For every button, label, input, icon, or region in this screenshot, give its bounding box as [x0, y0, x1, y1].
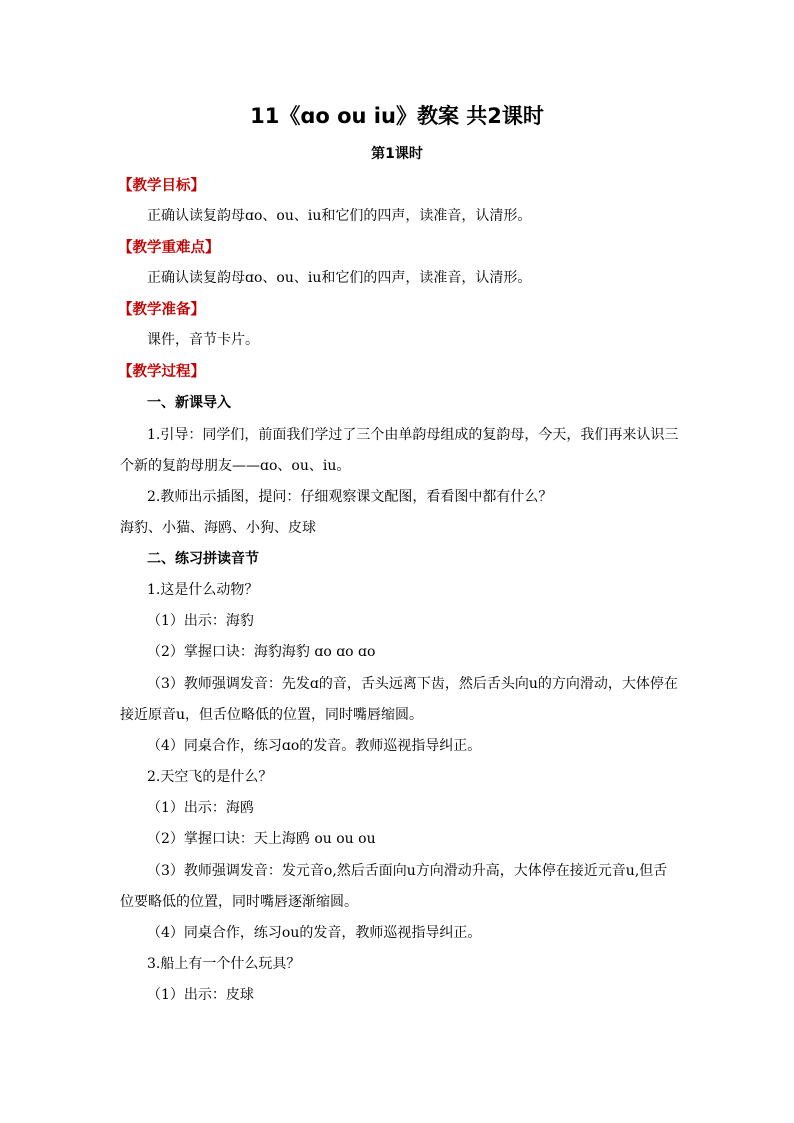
- process-heading: 【教学过程】: [118, 364, 205, 380]
- question-1: 1.这是什么动物？: [147, 582, 259, 598]
- key-points-heading: 【教学重难点】: [118, 240, 220, 256]
- lesson-subtitle: 第1课时: [371, 146, 423, 162]
- question-2-item-1: （1）出示：海鸥: [147, 800, 254, 816]
- part1-paragraph-2: 2.教师出示插图，提问：仔细观察课文配图，看看图中都有什么？: [147, 489, 553, 505]
- part1-paragraph-1: 1.引导：同学们，前面我们学过了三个由单韵母组成的复韵母，今天，我们再来认识三个新的复韵母朋友——ɑo、ou、iu。: [120, 427, 679, 474]
- question-1-item-3: （3）教师强调发音：先发ɑ的音，舌头远离下齿，然后舌头向u的方向滑动，大体停在接近原音u，但舌位略低的位置，同时嘴唇缩圆。: [120, 676, 678, 723]
- question-1-item-1: （1）出示：海豹: [147, 613, 254, 629]
- question-2-item-4: （4）同桌合作，练习ou的发音，教师巡视指导纠正。: [147, 925, 482, 941]
- question-3-item-1: （1）出示：皮球: [147, 987, 254, 1003]
- question-2-item-3: （3）教师强调发音：发元音o,然后舌面向u方向滑动升高，大体停在接近元音u,但舌位要略低的位置，同时嘴唇逐渐缩圆。: [120, 863, 668, 910]
- part1-paragraph-3: 海豹、小猫、海鸥、小狗、皮球: [120, 520, 316, 536]
- goal-heading: 【教学目标】: [118, 178, 205, 194]
- question-2: 2.天空飞的是什么？: [147, 769, 273, 785]
- question-1-item-2: （2）掌握口诀：海豹海豹 ɑo ɑo ɑo: [147, 644, 376, 660]
- part2-heading: 二、练习拼读音节: [147, 551, 259, 567]
- question-2-item-2: （2）掌握口诀：天上海鸥 ou ou ou: [147, 831, 376, 847]
- document-title: 11《ɑo ou iu》教案 共2课时: [250, 104, 544, 128]
- key-points-text: 正确认读复韵母ɑo、ou、iu和它们的四声，读准音，认清形。: [147, 270, 532, 286]
- question-3: 3.船上有一个什么玩具？: [147, 956, 301, 972]
- preparation-text: 课件，音节卡片。: [147, 332, 259, 348]
- goal-text: 正确认读复韵母ɑo、ou、iu和它们的四声，读准音，认清形。: [147, 208, 532, 224]
- part1-heading: 一、新课导入: [147, 395, 231, 411]
- preparation-heading: 【教学准备】: [118, 302, 205, 318]
- question-1-item-4: （4）同桌合作，练习ɑo的发音。教师巡视指导纠正。: [147, 738, 482, 754]
